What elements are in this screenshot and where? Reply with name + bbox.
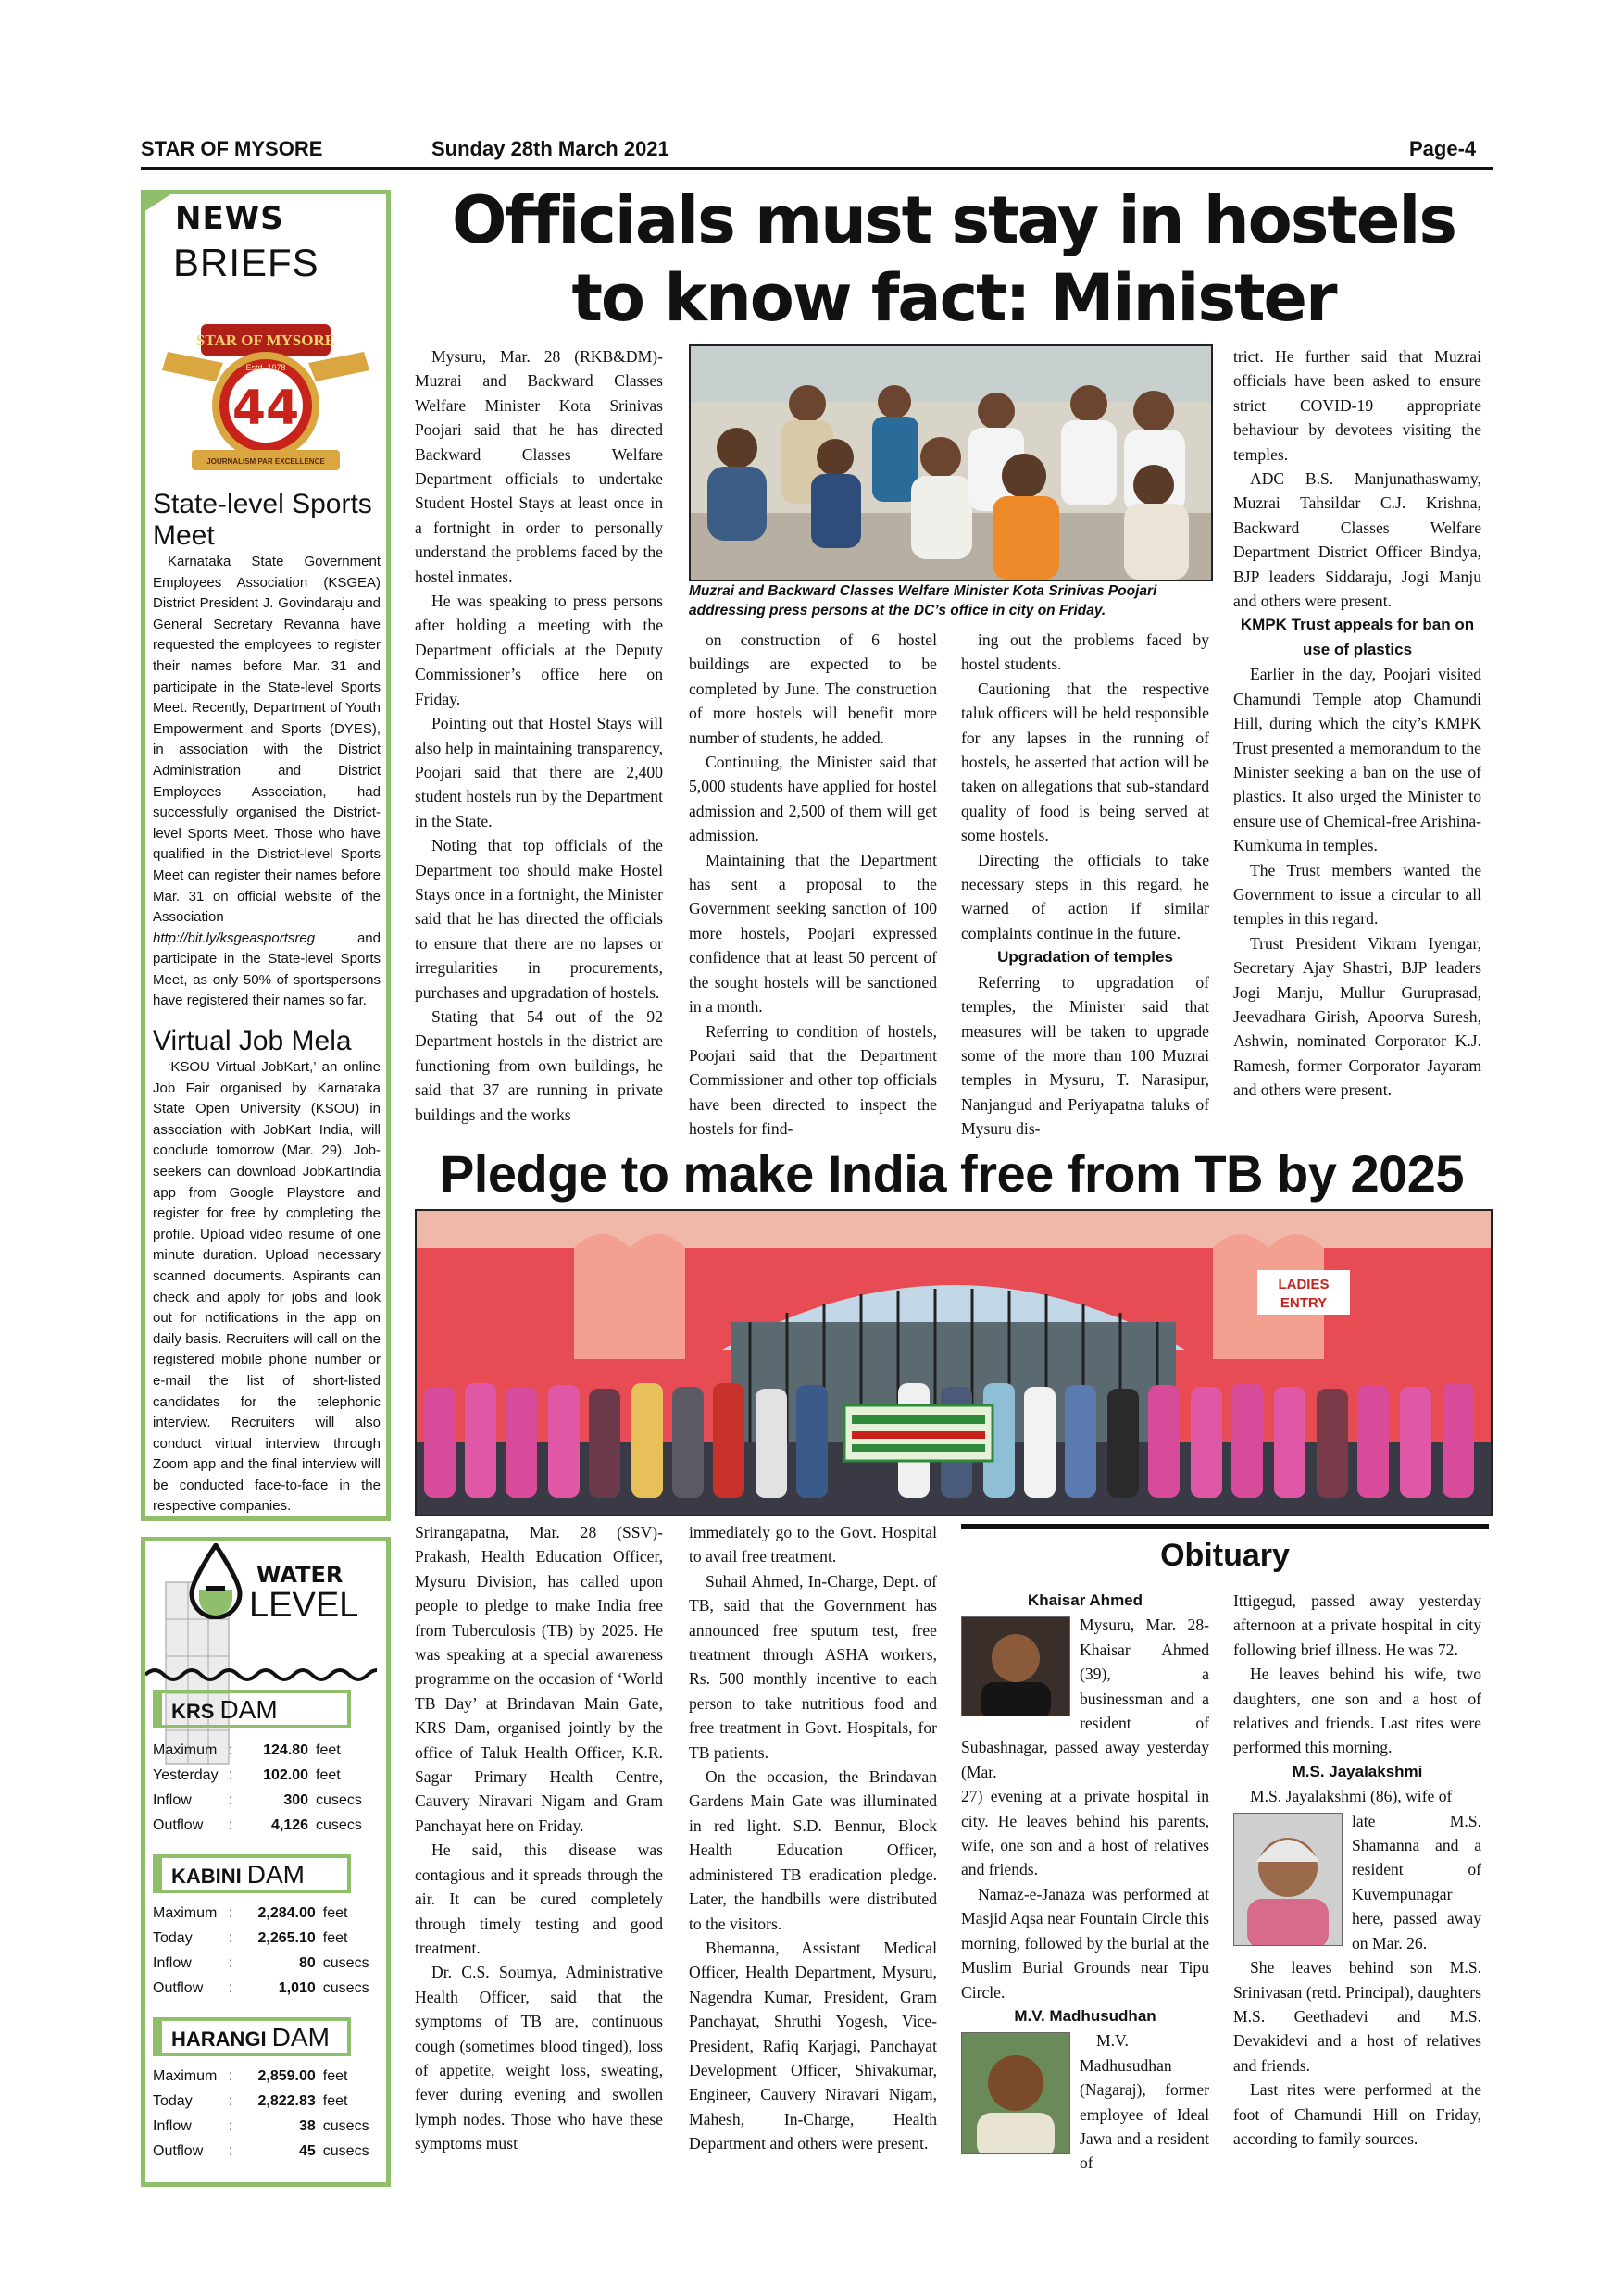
story2-headline: Pledge to make India free from TB by 2025 [439,1144,1465,1203]
table-row: Yesterday : 102.00 feet [153,1766,341,1783]
briefs-title-briefs: BRIEFS [173,241,319,284]
table-row: Maximum : 124.80 feet [153,1741,341,1758]
photo-sign-entry: ENTRY [1280,1295,1328,1311]
logo-estd-text: Estd. 1978 [245,363,286,372]
story1-col2: on construction of 6 hostel buildings are expected to be completed by June. The construction of more hostels will benefit more number of students, he added. Continuing, the Minister said that 5,000 students have applied for hostel admission and 2,500 of them will get admission. Maintaining that the Department has sent a proposal to the Government seeking sanction of 100 more hostels, Poojari expressed confidence that at least 50 percent of the sought hostels will be sanctioned in a month. Referring to condition of hostels, Poojari said that the Department Commissioner and other top officials have been directed to inspect the hostels for find- [689,630,937,1139]
subheading: KMPK Trust appeals for ban on use of plastics [1240,616,1475,658]
obit-portrait-jayalakshmi [1233,1813,1343,1946]
brief-job-mela [153,1026,381,1517]
logo-number-text: 44 [231,381,300,436]
obit-name: M.S. Jayalakshmi [1292,1762,1423,1780]
paper-name: STAR OF MYSORE [141,137,323,160]
story1-headline [407,181,1500,337]
obituary-title: Obituary [1160,1538,1290,1573]
photo-sign-ladies: LADIES [1278,1277,1330,1292]
brief-body-after: and participate in the State-level Sports Meet, as only 50% of sportspersons have registered their names so far. [153,930,381,1009]
water-title-top: WATER [256,1562,344,1588]
table-row: Inflow : 38 cusecs [153,2117,369,2134]
story1-col1: Mysuru, Mar. 28 (RKB&DM)- Muzrai and Backward Classes Welfare Minister Kota Srinivas Poojari said that he has directed Backward Classes Welfare Department officials to undertake Student Hostel Stays at least once in a fortnight in order to personally understand the problems faced by the hostel inmates. He was speaking to press persons after holding a meeting with the Department officials at the Deputy Commissioner’s office here on Friday. Pointing out that Hostel Stays will also help in maintaining transparency, Poojari said that there are 2,400 student hostels run by the Department in the State. Noting that top officials of the Department too should make Hostel Stays once in a fortnight, the Minister said that he has directed the officials to ensure that there are no lapses or irregularities in procurements, purchases and upgradation of hostels. Stating that 54 out of the 92 Department hostels in the district are functioning from own buildings, he said that 37 are running in private buildings and the works [415,347,663,1124]
press-meet-photo [691,346,1211,580]
table-row: Outflow : 1,010 cusecs [153,1979,369,1996]
table-row: Inflow : 300 cusecs [153,1791,362,1808]
star-of-mysore-44-logo [158,315,373,478]
story1-col3: ing out the problems faced by hostel students. Cautioning that the respective taluk officers will be held responsible for any lapses in the running of hostels, he asserted that action will be taken on allegations that sub-standard quality of food is being served at some hostels. Directing the officials to take necessary steps in this regard, he warned of action if similar complaints continue in the future. Upgradation of temples Referring to upgradation of temples, the Minister said that measures will be taken to upgrade some of the more than 100 Muzrai temples in Mysuru, T. Narasipur, Nanjangud and Periyapatna taluks of Mysuru dis- [961,630,1209,1139]
table-row: Today : 2,822.83 feet [153,2092,348,2109]
logo-ribbon-text: JOURNALISM PAR EXCELLENCE [206,457,325,466]
story2-col1: Srirangapatna, Mar. 28 (SSV)- Prakash, Health Education Officer, Mysuru Division, has called upon people to pledge to make India free from Tuberculosis (TB) by 2025. He was speaking at a special awareness programme on the occasion of ‘World TB Day’ at Brindavan Main Gate, KRS Dam, organised jointly by the office of Taluk Health Officer, K.R. Sagar Primary Health Centre, Cauvery Niravari Nigam and Gram Panchayat here on Friday. He said, this disease was contagious and it spreads through the air. It can be cured completely through timely testing and good treatment. Dr. C.S. Soumya, Administrative Health Officer, said that the symptoms of TB are, continuous cough (sometimes blood tinged), loss of appetite, weight loss, sweating, fever during evening and swollen lymph nodes. Those who have these symptoms must [415,1523,663,2153]
brief-heading: Virtual Job Mela [153,1026,352,1056]
page-number: Page-4 [1409,137,1477,160]
subheading: Upgradation of temples [997,948,1173,967]
tb-pledge-photo [417,1211,1491,1515]
obit-portrait-madhusudhan [961,2032,1070,2154]
dam-table-kabini [153,1901,381,2001]
brief-heading: State-level Sports Meet [153,489,372,551]
header-rule [141,167,1493,170]
dam-title-krs: KRS DAM [153,1690,351,1728]
brief-body: ‘KSOU Virtual JobKart,’ an online Job Fair organised by Karnataka State Open University (KSOU) in association with JobKart India, will conclude tomorrow (Mar. 29). Job-seekers can download JobKartIndia app from Google Playstore and register for free by completing the profile. Upload video resume of one minute duration. Upload necessary scanned documents. Aspirants can check and apply for jobs and look out for notifications in the app on daily basis. Recruiters will call on the registered mobile phone number or e-mail the list of short-listed candidates for the telephonic interview. Recruiters will also conduct virtual interview through Zoom app and the final interview will be conducted face-to-face in the respective companies. [153,1059,381,1515]
table-row: Maximum : 2,859.00 feet [153,2067,348,2084]
water-title-bottom: LEVEL [249,1586,359,1625]
brief-sports-meet [153,489,381,1012]
briefs-title-news: NEWS [175,200,284,237]
dam-table-krs [153,1738,381,1838]
corner-flag-icon [141,190,178,218]
table-row: Outflow : 45 cusecs [153,2142,369,2159]
dam-table-harangi [153,2064,381,2164]
story2-photo [415,1209,1493,1516]
obit-col1: Khaisar Ahmed Mysuru, Mar. 28- Khaisar Ahmed (39), a businessman and a resident of Subashnagar, passed away yesterday (Mar. 27) evening at a private hospital in city. He leaves behind his parents, wife, one son and a host of relatives and friends. Namaz-e-Janaza was performed at Masjid Aqsa near Fountain Circle this morning, followed by the burial at the Muslim Burial Grounds near Tipu Circle. M.V. Madhusudhan M.V. Madhusudhan (Nagaraj), former employee of Ideal Jawa and a resident of [961,1589,1209,2176]
table-row: Today : 2,265.10 feet [153,1929,348,1946]
issue-date: Sunday 28th March 2021 [431,137,669,160]
story1-caption: Muzrai and Backward Classes Welfare Minister Kota Srinivas Poojari addressing press persons at the DC’s office in city on Friday. [689,583,1157,618]
story2-col2: immediately go to the Govt. Hospital to avail free treatment. Suhail Ahmed, In-Charge, Dept. of TB, said that the Government has announced free sputum test, free treatment through ASHA workers, Rs. 500 monthly incentive to each person to take nutritious food and free treatment in Govt. Hospitals, for TB patients. On the occasion, the Brindavan Gardens Main Gate was illuminated in red light. S.D. Bennur, Block Health Education Officer, administered TB eradication pledge. Later, the handbills were distributed to the visitors. Bhemanna, Assistant Medical Officer, Health Department, Mysuru, Nagendra Kumar, President, Gram Panchayat, Shruthi Yogesh, Vice-President, Rafiq Karjagi, Panchayat Development Officer, Shivakumar, Engineer, Cauvery Niravari Nigam, Mahesh, In-Charge, Health Department and others were present. [689,1523,937,2153]
obituary-section [961,1524,1489,1578]
logo-title-text: STAR OF MYSORE [195,331,336,349]
water-level-box [141,1537,391,2187]
wave-icon [145,1664,377,1686]
headline-line-2: to know fact: Minister [571,260,1336,336]
story1-photo [689,344,1213,581]
obit-col2: Ittigegud, passed away yesterday afternoon at a private hospital in city following brief illness. He was 72. He leaves behind his wife, two daughters, one son and a host of relatives and friends. Last rites were performed this morning. M.S. Jayalakshmi M.S. Jayalakshmi (86), wife of late M.S. Shamanna and a resident of Kuvempunagar here, passed away on Mar. 26. She leaves behind son M.S. Srinivasan (retd. Principal), daughters M.S. Geethadevi and M.S. Devakidevi and a host of relatives and friends. Last rites were performed at the foot of Chamundi Hill on Friday, according to family sources. [1233,1591,1481,2148]
dam-title-kabini: KABINI DAM [153,1854,351,1893]
obit-name: M.V. Madhusudhan [1014,2006,1156,2025]
headline-line-1: Officials must stay in hostels [451,182,1456,258]
obit-name: Khaisar Ahmed [1027,1591,1143,1609]
brief-link[interactable]: http://bit.ly/ksgeasportsreg [153,930,316,946]
story1-col4: trict. He further said that Muzrai officials have been asked to ensure strict COVID-19 appropriate behaviour by devotees visiting the temples. ADC B.S. Manjunathaswamy, Muzrai Tahsildar C.J. Krishna, Backward Classes Welfare Department District Officer Bindya, BJP leaders Siddaraju, Jogi Manju and others were present. KMPK Trust appeals for ban on use of plastics Earlier in the day, Poojari visited Chamundi Temple atop Chamundi Hill, during which the city’s KMPK Trust presented a memorandum to the Minister seeking a ban on the use of plastics. It also urged the Minister to ensure use of Chemical-free Arishina-Kumkuma in temples. The Trust members wanted the Government to issue a circular to all temples in this regard. Trust President Vikram Iyengar, Secretary Ajay Shastri, BJP leaders Jogi Manju, Mullur Guruprasad, Jeevadhara Girish, Apoorva Suresh, Ashwin, nominated Corporator K.J. Ramesh, former Corporator Jayaram and others were present. [1233,347,1481,1100]
table-row: Inflow : 80 cusecs [153,1954,369,1971]
dam-title-harangi: HARANGI DAM [153,2017,351,2056]
water-drop-icon [188,1543,244,1619]
table-row: Maximum : 2,284.00 feet [153,1904,348,1921]
news-briefs-box [141,190,391,1521]
table-row: Outflow : 4,126 cusecs [153,1816,362,1833]
brief-body: Karnataka State Government Employees Association (KSGEA) District President J. Govindaraju and General Secretary Revanna have requested the employees to register their names before Mar. 31 and participate in the State-level Sports Meet. Recently, Department of Youth Empowerment and Sports (DYES), in association with the District Administration and District Employees Association, had successfully organised the District-level Sports Meet. Those who have qualified in the District-level Sports Meet can register their names before Mar. 31 on official website of the Association [153,554,381,926]
obit-portrait-khaisar [961,1616,1070,1716]
